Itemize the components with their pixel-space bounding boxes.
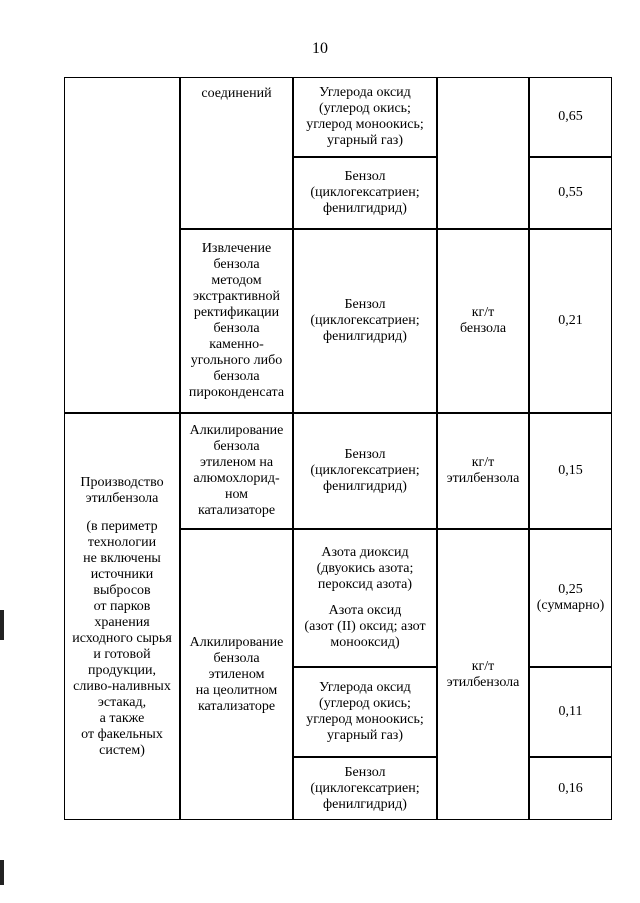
unit-line: кг/т: [471, 305, 495, 320]
substance-line: Углерода оксид: [319, 680, 411, 695]
table-cell-value: [529, 667, 612, 757]
value-text: 0,15: [558, 463, 583, 478]
production-note-line: от факельных: [81, 726, 163, 742]
process-line: на цеолитном: [195, 682, 278, 698]
table-cell-unit: [437, 229, 529, 413]
substance-line: Азота диоксид: [321, 545, 409, 560]
substance-line: пероксид азота): [317, 577, 413, 592]
table-cell-process: [180, 229, 293, 413]
value-text: 0,11: [558, 704, 583, 719]
substance-line: фенилгидрид): [323, 329, 407, 344]
unit-line: кг/т: [471, 455, 495, 470]
table-cell-substance: [293, 529, 437, 667]
substance-line: фенилгидрид): [323, 201, 407, 216]
substance-line: (углерод окись;: [319, 696, 411, 711]
substance-line: угарный газ): [327, 133, 403, 148]
production-note-line: сливо-наливных: [73, 678, 171, 694]
process-line: Алкилирование: [189, 634, 284, 650]
value-text: 0,21: [558, 313, 583, 328]
production-note-line: не включены: [83, 550, 161, 566]
process-line: алюмохлорид-: [193, 471, 280, 486]
page-number: 10: [312, 40, 328, 57]
table-cell-process: [180, 413, 293, 529]
unit-line: этилбензола: [446, 471, 520, 486]
value-text: 0,16: [558, 780, 583, 796]
process-line: методом: [211, 273, 262, 288]
substance-line: Бензол: [344, 764, 386, 780]
table-cell-substance: [293, 757, 437, 820]
production-note-line: хранения: [94, 614, 150, 630]
table-cell-production-empty: [64, 77, 180, 413]
process-line: угольного либо: [190, 353, 283, 368]
table-cell-unit-empty: [437, 77, 529, 229]
process-line: бензола: [213, 439, 260, 454]
substance-line: (циклогексатриен;: [310, 313, 420, 328]
value-text: 0,55: [558, 185, 583, 200]
process-line: Алкилирование: [189, 423, 284, 438]
substance-line: Углерода оксид: [319, 85, 411, 100]
production-note-line: и готовой: [93, 646, 151, 662]
value-note: (суммарно): [536, 598, 605, 613]
substance-line: (углерод окись;: [319, 101, 411, 116]
table-cell-production: [64, 413, 180, 820]
production-note-line: от парков: [93, 598, 151, 614]
process-line: бензола: [213, 321, 260, 336]
substance-line: (циклогексатриен;: [310, 780, 420, 796]
production-note-line: исходного сырья: [72, 630, 172, 646]
substance-line: Бензол: [344, 297, 386, 312]
process-line: Извлечение: [201, 241, 272, 256]
substance-line: Бензол: [344, 447, 386, 462]
table-cell-substance: [293, 229, 437, 413]
substance-line: фенилгидрид): [323, 479, 407, 494]
substance-line: (двуокись азота;: [316, 561, 414, 576]
substance-line: угарный газ): [327, 728, 403, 743]
substance-line: (азот (II) оксид; азот: [304, 619, 426, 634]
substance-line: (циклогексатриен;: [310, 185, 420, 200]
table-cell-value: [529, 529, 612, 667]
substance-line: фенилгидрид): [323, 796, 407, 812]
process-line: пироконденсата: [188, 385, 285, 400]
table-cell-substance: [293, 157, 437, 229]
process-line: бензола: [213, 257, 260, 272]
production-note-line: источники: [90, 566, 154, 582]
table-cell-process: [180, 77, 293, 229]
process-line: катализаторе: [197, 503, 276, 518]
unit-line: кг/т: [471, 658, 495, 674]
production-line: Производство: [80, 474, 164, 490]
production-note-line: систем): [99, 742, 145, 758]
table-cell-value: [529, 757, 612, 820]
production-note-line: а также: [99, 710, 145, 726]
table-cell-value: [529, 77, 612, 157]
process-line: этиленом на: [199, 455, 274, 470]
production-note-line: технологии: [87, 534, 157, 550]
substance-line: углерод моноокись;: [306, 712, 424, 727]
process-line: ном: [224, 487, 249, 502]
value-text: 0,65: [558, 109, 583, 124]
table-cell-unit: [437, 413, 529, 529]
production-note-line: (в периметр: [86, 518, 158, 534]
unit-line: этилбензола: [446, 674, 520, 690]
table-cell-value: [529, 229, 612, 413]
table-cell-process: [180, 529, 293, 820]
table-cell-substance: [293, 77, 437, 157]
left-edge-mark: [0, 610, 4, 640]
process-line: экстрактивной: [192, 289, 280, 304]
process-line: катализаторе: [197, 698, 276, 714]
process-line: этиленом: [208, 666, 265, 682]
production-note-line: продукции,: [88, 662, 156, 678]
table-cell-value: [529, 157, 612, 229]
production-note-line: эстакад,: [97, 694, 147, 710]
value-text: 0,25: [558, 582, 583, 597]
table-cell-substance: [293, 667, 437, 757]
substance-line: Бензол: [344, 169, 386, 184]
process-line: соединений: [201, 86, 272, 101]
left-edge-mark: [0, 860, 4, 885]
production-note-line: выбросов: [93, 582, 151, 598]
production-line: этилбензола: [85, 490, 159, 506]
process-line: бензола: [213, 650, 260, 666]
table-cell-value: [529, 413, 612, 529]
unit-line: бензола: [459, 321, 507, 336]
substance-line: (циклогексатриен;: [310, 463, 420, 478]
process-line: каменно-: [209, 337, 264, 352]
process-line: бензола: [213, 369, 260, 384]
process-line: ректификации: [193, 305, 280, 320]
table-cell-unit: [437, 529, 529, 820]
substance-line: Азота оксид: [328, 603, 402, 618]
substance-line: монооксид): [330, 635, 400, 650]
substance-line: углерод моноокись;: [306, 117, 424, 132]
table-cell-substance: [293, 413, 437, 529]
